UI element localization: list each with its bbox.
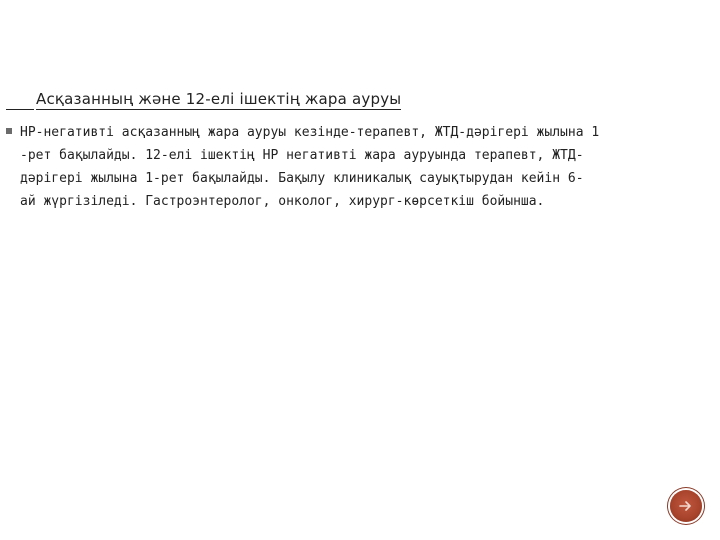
bullet-line-3: дәрігері жылына 1-рет бақылайды. Бақылу клиникалық сауықтырудан кейін 6-: [20, 171, 584, 186]
bullet-paragraph: [20, 121, 599, 213]
slide-title: Асқазанның және 12-елі ішектің жара ауруы: [36, 90, 402, 108]
bullet-square-icon: [6, 128, 12, 134]
bullet-line-2: -рет бақылайды. 12-елі ішектің НР негативті жара ауруында терапевт, ЖТД-: [20, 148, 584, 163]
bullet-line-4: ай жүргізіледі. Гастроэнтеролог, онколог, хирург-көрсеткіш бойынша.: [20, 194, 545, 209]
next-slide-button[interactable]: [670, 490, 702, 522]
bullet-item: [6, 121, 696, 213]
arrow-circle-icon: [679, 500, 693, 512]
slide-title-row: [6, 86, 401, 110]
bullet-line-1: НР-негативті асқазанның жара ауруы кезінде-терапевт, ЖТД-дәрігері жылына 1: [20, 125, 600, 140]
title-underline-lead: [6, 89, 34, 110]
